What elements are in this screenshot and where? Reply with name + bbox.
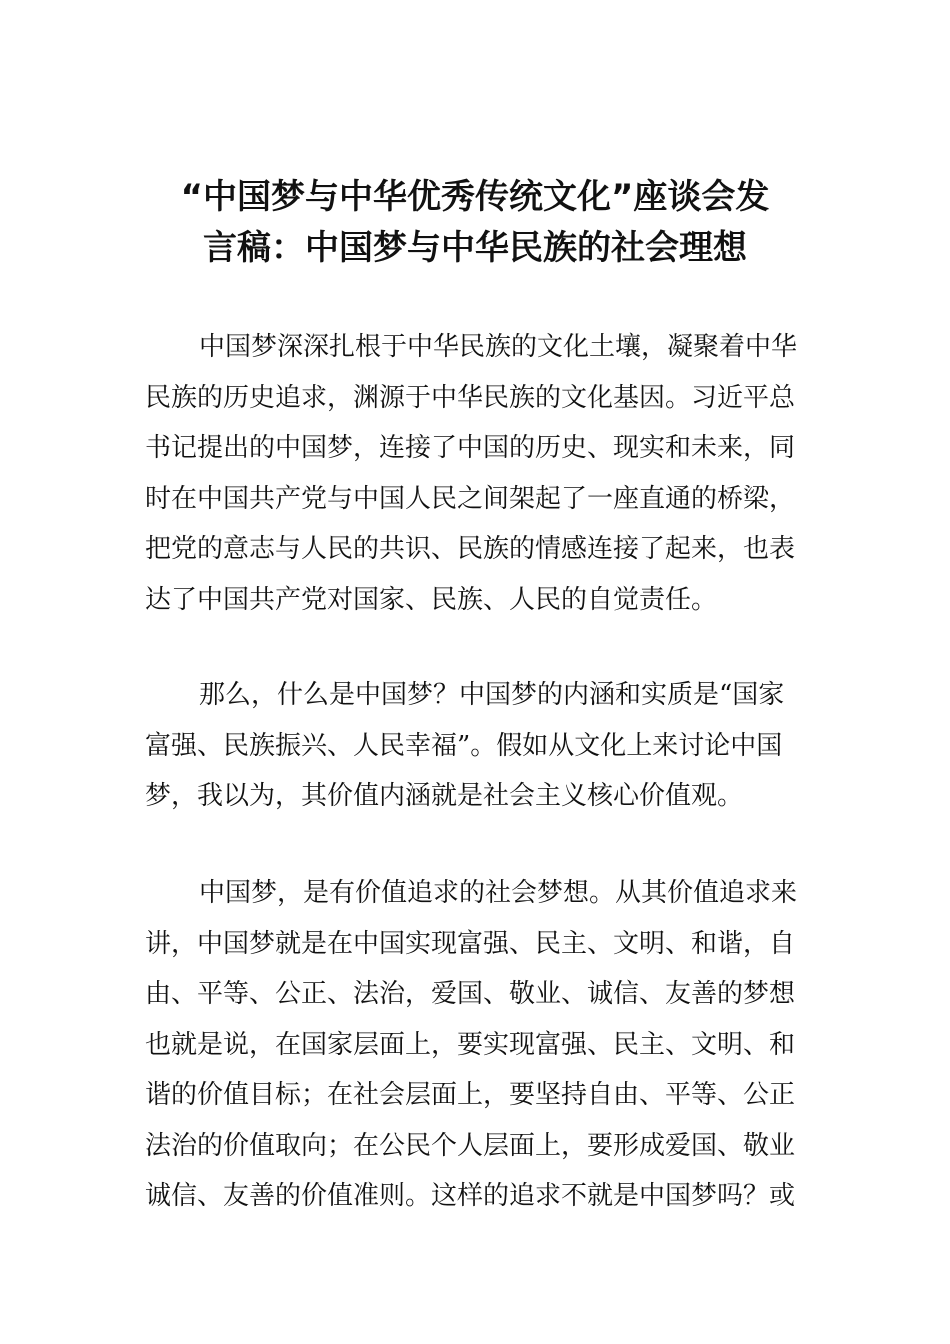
paragraph-1 bbox=[145, 322, 810, 625]
paragraph-line: 法治的价值取向；在公民个人层面上，要形成爱国、敬业 bbox=[145, 1130, 796, 1161]
paragraph-line: 把党的意志与人民的共识、民族的情感连接了起来，也表 bbox=[145, 534, 796, 564]
paragraph-line: 由、平等、公正、法治，爱国、敬业、诚信、友善的梦想 bbox=[145, 979, 796, 1009]
paragraph-line: 那么，什么是中国梦？中国梦的内涵和实质是“国家 bbox=[199, 680, 785, 710]
paragraph-line: 诚信、友善的价值准则。这样的追求不就是中国梦吗？或 bbox=[145, 1181, 796, 1211]
paragraph-3 bbox=[145, 868, 810, 1222]
paragraph-line: 富强、民族振兴、人民幸福”。假如从文化上来讨论中国 bbox=[145, 730, 783, 761]
paragraph-line: 时在中国共产党与中国人民之间架起了一座直通的桥梁， bbox=[145, 483, 796, 514]
paragraph-line: 达了中国共产党对国家、民族、人民的自觉责任。 bbox=[145, 584, 718, 615]
paragraph-line: 中国梦深深扎根于中华民族的文化土壤，凝聚着中华 bbox=[199, 332, 798, 362]
title-line: 言稿：中国梦与中华民族的社会理想 bbox=[203, 227, 747, 268]
document-title bbox=[140, 172, 810, 273]
paragraph-line: 也就是说，在国家层面上，要实现富强、民主、文明、和 bbox=[145, 1029, 796, 1060]
paragraph-line: 书记提出的中国梦，连接了中国的历史、现实和未来，同 bbox=[145, 433, 796, 463]
paragraph-line: 民族的历史追求，渊源于中华民族的文化基因。习近平总 bbox=[145, 382, 796, 413]
paragraph-line: 谐的价值目标；在社会层面上，要坚持自由、平等、公正 bbox=[145, 1080, 796, 1110]
paragraph-line: 梦，我以为，其价值内涵就是社会主义核心价值观。 bbox=[145, 781, 744, 811]
paragraph-2 bbox=[145, 670, 810, 822]
paragraph-line: 讲，中国梦就是在中国实现富强、民主、文明、和谐，自 bbox=[145, 928, 796, 959]
title-line: “中国梦与中华优秀传统文化”座谈会发 bbox=[180, 177, 770, 217]
paragraph-line: 中国梦，是有价值追求的社会梦想。从其价值追求来 bbox=[199, 878, 798, 908]
